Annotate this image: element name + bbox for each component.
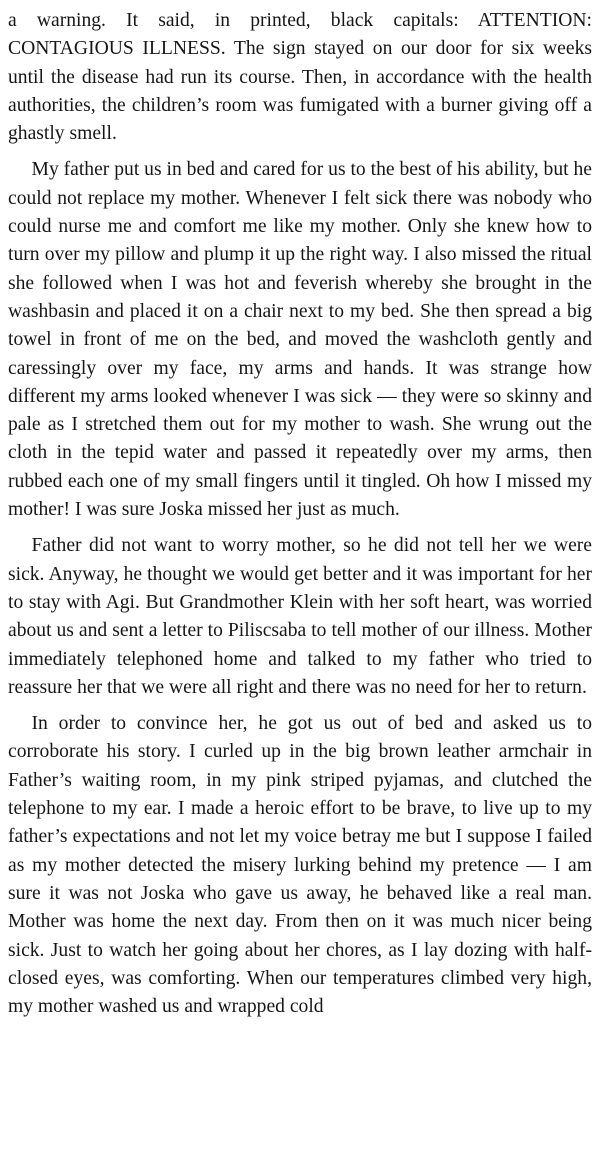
paragraph-telephone: In order to convince her, he got us out of bed and asked us to corroborate his story. I curled up in the big brown leather armchair in Father’s waiting room, in my pink striped pyjamas, and clutched the telephone to my ear. I made a heroic effort to be brave, to live up to my father’s expectations and not let my voice betray me but I suppose I failed as my mother detected the misery lurking behind my pretence — I am sure it was not Joska who gave us away, he behaved like a real man. Mother was home the next day. From then on it was much nicer being sick. Just to watch her going about her chores, as I lay dozing with half-closed eyes, was comforting. When our temperatures climbed very high, my mother washed us and wrapped cold — [8, 713, 592, 1018]
paragraph-continuation: a warning. It said, in printed, black capitals: ATTENTION: CONTAGIOUS ILLNESS. The sign stayed on our door for six weeks until the disease had run its course. Then, in accordance with the health authorities, the children’s room was fumigated with a burner giving off a ghastly smell. — [8, 10, 592, 145]
paragraph-father-care: My father put us in bed and cared for us to the best of his ability, but he could not replace my mother. Whenever I felt sick there was nobody who could nurse me and comfort me like my mother. Only she knew how to turn over my pillow and plump it up the right way. I also missed the ritual she followed when I was hot and feverish whereby she brought in the washbasin and placed it on a chair next to my bed. She then spread a big towel in front of me on the bed, and moved the washcloth gently and caressingly over my face, my arms and hands. It was strange how different my arms looked whenever I was sick — they were so skinny and pale as I stretched them out for my mother to wash. She wrung out the cloth in the tepid water and passed it repeatedly over my arms, then rubbed each one of my small fingers until it tingled. Oh how I missed my mother! I was sure Joska missed her just as much. — [8, 159, 592, 521]
paragraph-mother-letter: Father did not want to worry mother, so he did not tell her we were sick. Anyway, he thought we would get better and it was important for her to stay with Agi. But Grandmother Klein with her soft heart, was worried about us and sent a letter to Piliscsaba to tell mother of our illness. Mother immediately telephoned home and talked to my father who tried to reassure her that we were all right and there was no need for her to return. — [8, 535, 592, 698]
